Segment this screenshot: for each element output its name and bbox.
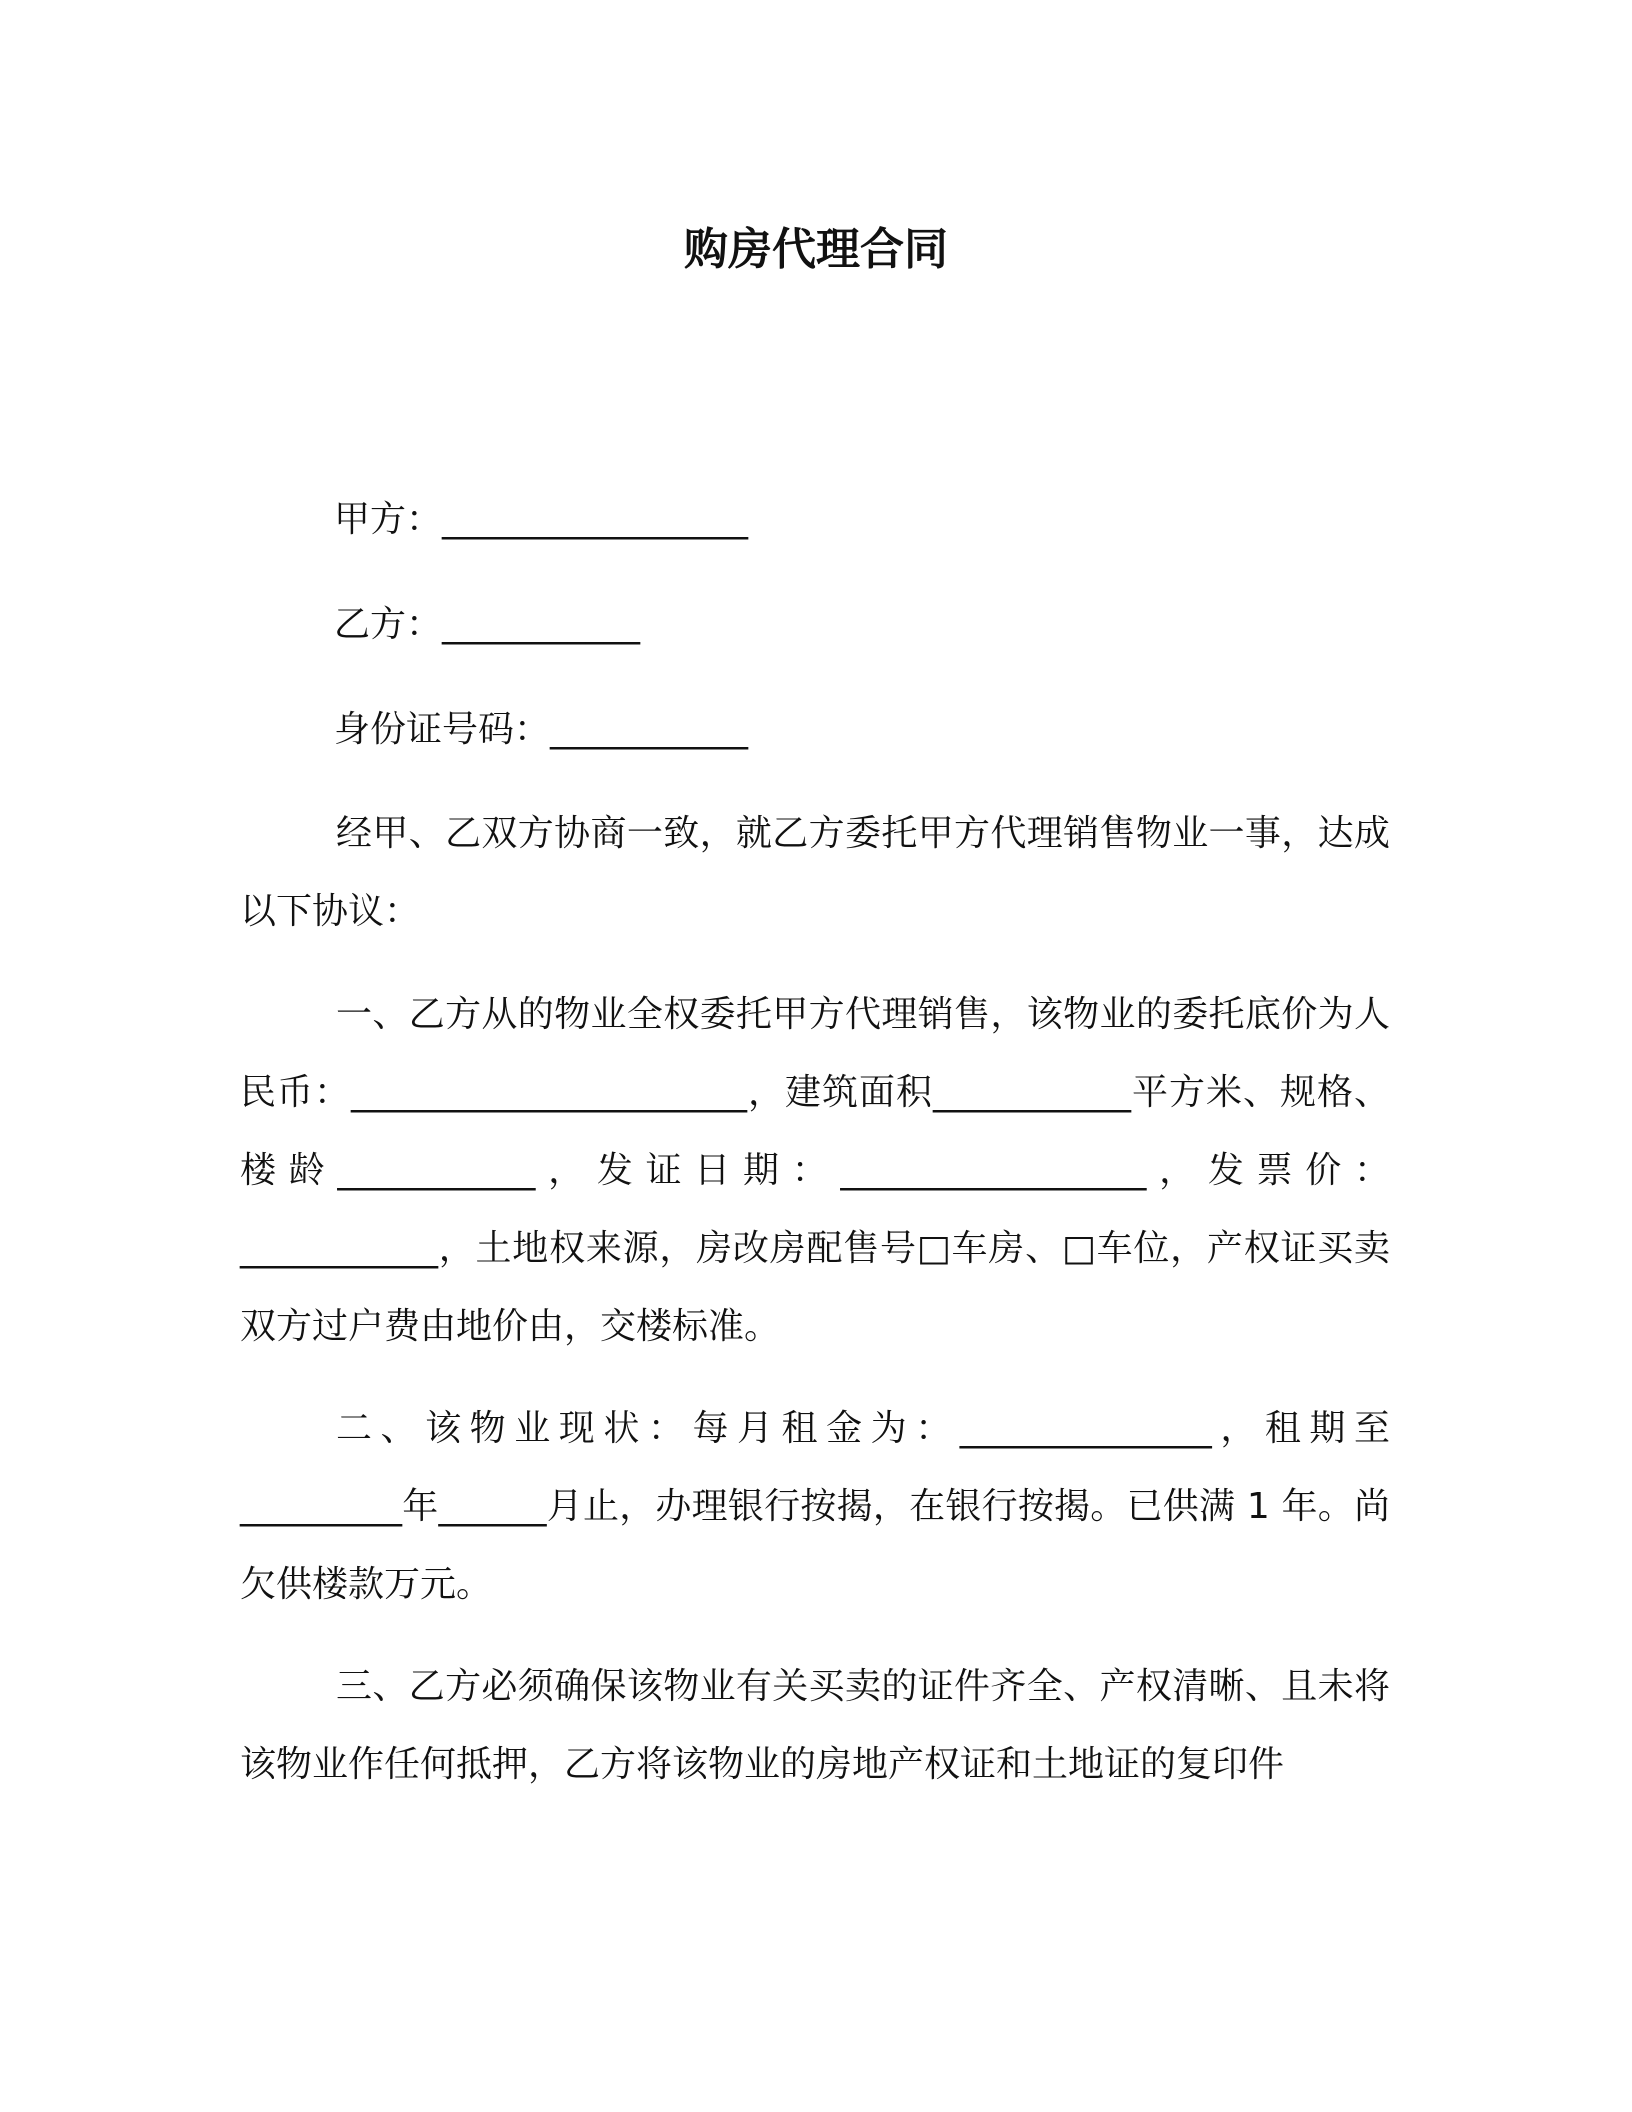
clause-3-paragraph: 三、乙方必须确保该物业有关买卖的证件齐全、产权清晰、且未将该物业作任何抵押，乙方将该物业的房地产权证和土地证的复印件: [240, 1666, 1390, 1785]
party-a-field: 甲方：_________________: [334, 499, 749, 540]
clause-1-paragraph: 一、乙方从的物业全权委托甲方代理销售，该物业的委托底价为人民币：______________________，建筑面积___________平方米、规格、楼龄___________，发证日期：_________________，发票价：___________，土地权来源，房改房配售号□车房、□车位，产权证买卖双方过户费由地价由，交楼标准。: [240, 994, 1390, 1347]
intro-paragraph: 经甲、乙双方协商一致，就乙方委托甲方代理销售物业一事，达成以下协议：: [240, 813, 1390, 932]
document-title: 购房代理合同: [684, 224, 948, 275]
party-b-field: 乙方：___________: [334, 604, 641, 645]
clause-2-paragraph: 二、该物业现状：每月租金为：______________，租期至_________年______月止，办理银行按揭，在银行按揭。已供满 1 年。尚欠供楼款万元。: [240, 1408, 1390, 1605]
id-number-field: 身份证号码：___________: [334, 709, 749, 750]
